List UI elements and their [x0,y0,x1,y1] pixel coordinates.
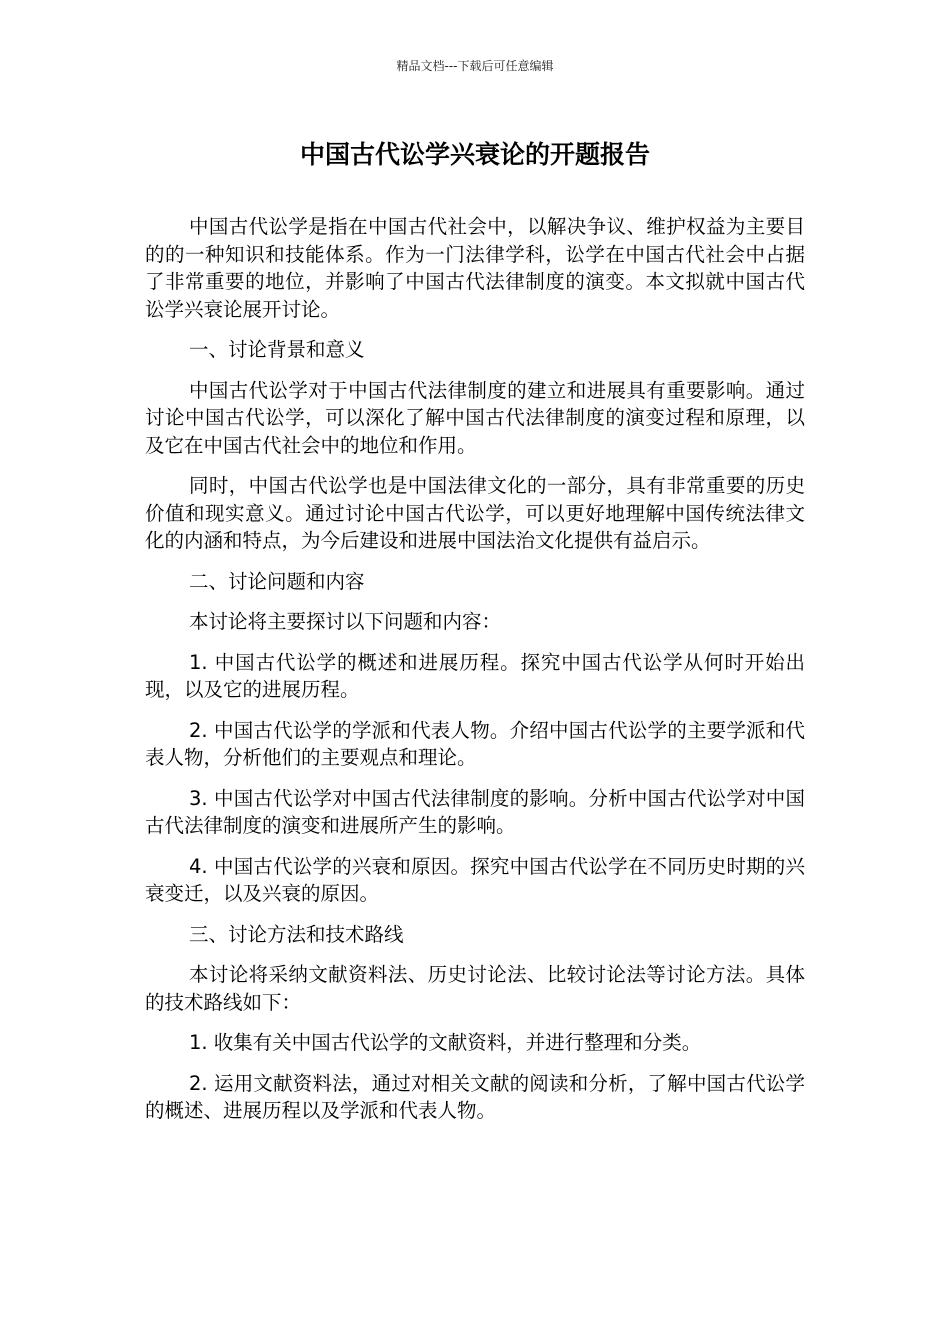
question-item-3: 3. 中国古代讼学对中国古代法律制度的影响。分析中国古代讼学对中国古代法律制度的演变和进展所产生的影响。 [145,786,805,837]
questions-intro: 本讨论将主要探讨以下问题和内容： [189,610,502,633]
background-paragraph-2: 同时，中国古代讼学也是中国法律文化的一部分，具有非常重要的历史价值和现实意义。通过讨论中国古代讼学，可以更好地理解中国传统法律文化的内涵和特点，为今后建设和进展中国法治文化提供有益启示。 [145,474,805,552]
header-note: 精品文档---下载后可任意编辑 [396,59,554,73]
section-heading-questions: 二、讨论问题和内容 [189,569,365,593]
section-heading-background: 一、讨论背景和意义 [189,338,365,361]
background-paragraph-1: 中国古代讼学对于中国古代法律制度的建立和进展具有重要影响。通过讨论中国古代讼学，可以深化了解中国古代法律制度的演变过程和原理，以及它在中国古代社会中的地位和作用。 [145,378,805,457]
document-body [145,213,805,1138]
method-step-2: 2. 运用文献资料法，通过对相关文献的阅读和分析，了解中国古代讼学的概述、进展历程以及学派和代表人物。 [145,1071,805,1122]
intro-paragraph: 中国古代讼学是指在中国古代社会中，以解决争议、维护权益为主要目的的一种知识和技能体系。作为一门法律学科，讼学在中国古代社会中占据了非常重要的地位，并影响了中国古代法律制度的演变。本文拟就中国古代讼学兴衰论展开讨论。 [145,215,805,321]
question-item-1: 1. 中国古代讼学的概述和进展历程。探究中国古代讼学从何时开始出现，以及它的进展历程。 [145,650,805,701]
method-step-1: 1. 收集有关中国古代讼学的文献资料，并进行整理和分类。 [189,1031,702,1054]
question-item-2: 2. 中国古代讼学的学派和代表人物。介绍中国古代讼学的主要学派和代表人物，分析他们的主要观点和理论。 [145,718,805,769]
document-title: 中国古代讼学兴衰论的开题报告 [299,140,650,169]
question-item-4: 4. 中国古代讼学的兴衰和原因。探究中国古代讼学在不同历史时期的兴衰变迁，以及兴衰的原因。 [145,854,805,905]
methods-intro: 本讨论将采纳文献资料法、历史讨论法、比较讨论法等讨论方法。具体的技术路线如下： [145,963,805,1014]
section-heading-methods: 三、讨论方法和技术路线 [189,922,404,946]
